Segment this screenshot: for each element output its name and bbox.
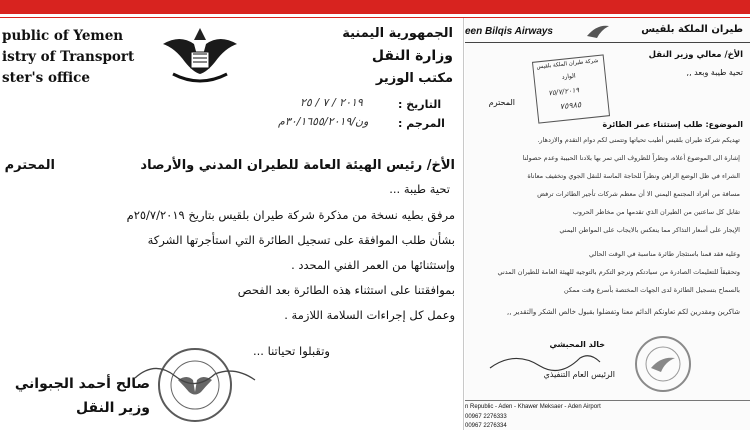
closing: وتقبلوا تحياتنا ... — [252, 344, 330, 358]
airline-logo-icon — [585, 22, 611, 40]
addressee-honorific: المحترم — [4, 158, 55, 173]
body2-line-3: بالسماح بتسجيل الطائرة لدى الجهات المختصة بأسرع وقت ممكن — [563, 286, 740, 294]
stamp-line-3: ٧٥/٧/٢٠١٩ — [547, 86, 580, 98]
header-ar-line-1: الجمهورية اليمنية — [342, 26, 453, 41]
airline-signer-name: خالد المحبشي — [549, 340, 605, 349]
date-label: التاريخ : — [398, 98, 442, 111]
body2-line-1: وعليه فقد قمنا باستئجار طائرة مناسبة في الوقت الحالي — [588, 250, 740, 258]
ref-label: المرجم : — [398, 117, 445, 130]
body-line-1: مرفق بطيه نسخة من مذكرة شركة طيران بلقيس بتاريخ ٢٥/٧/٢٠١٩م — [126, 208, 455, 222]
airline-name-en: een Bilqis Airways — [465, 26, 553, 37]
footer-address: n Republic - Aden - Khawer Meksaer - Aden Airport — [465, 404, 601, 410]
header-en-line-3: ster's office — [2, 70, 90, 86]
body-line-5: تقابل كل ساعتين من الطيران الذي تقدمها من مخاطر الحروب — [572, 208, 740, 216]
signer-title: وزير النقل — [76, 400, 150, 416]
body-line-2: بشأن طلب الموافقة على تسجيل الطائرة التي استأجرتها الشركة — [147, 233, 455, 247]
stamp-line-4: ٧٥٩٨٥ — [559, 100, 582, 112]
ministry-letter — [0, 18, 464, 430]
airline-signer-title: الرئيس العام التنفيذي — [543, 370, 615, 379]
airline-letter — [465, 18, 750, 430]
stamp-line-1: شركة طيران الملكة بلقيس — [536, 58, 599, 71]
airline-seal — [635, 336, 691, 392]
footer-rule — [465, 400, 750, 401]
airline-seal-plane-icon — [637, 338, 689, 390]
yemen-eagle-emblem — [155, 22, 245, 90]
header-ar-line-3: مكتب الوزير — [375, 71, 453, 86]
body-line-5: وعمل كل إجراءات السلامة اللازمة . — [284, 308, 455, 322]
top-banner — [0, 0, 750, 18]
stamp-line-2: الوارد — [561, 72, 576, 81]
ref-value: ون/٣٠/١٦٥٥/٢٠١٩م — [278, 115, 369, 128]
header-ar-line-2: وزارة النقل — [371, 48, 453, 64]
subject: الموضوع: طلب إستثناء عمر الطائرة — [602, 120, 743, 129]
body-line-4: مسافة من أفراد المجتمع اليمني الا أن معظم شركات تأجير الطائرات ترفض — [537, 190, 740, 198]
body-line-3: وإستثنائها من العمر الفني المحدد . — [291, 258, 455, 272]
greeting: تحية طيبة وبعد ,, — [686, 68, 743, 77]
thanks-line: شاكرين ومقدرين لكم تعاونكم الدائم معنا وتفضلوا بقبول خالص الشكر والتقدير ,, — [507, 308, 740, 316]
airline-name-ar: طيران الملكة بلقيس — [641, 24, 743, 35]
body-line-1: تهديكم شركة طيران بلقيس أطيب تحياتها وتتمنى لكم دوام التقدم والازدهار. — [537, 136, 740, 144]
incoming-stamp — [532, 54, 610, 123]
addressee: الأخ/ رئيس الهيئة العامة للطيران المدني والأرصاد — [140, 158, 455, 173]
footer-phone-2: 00967 2276334 — [465, 423, 507, 429]
body-line-6: الإيجار على أسعار التذاكر مما ينعكس بالايجاب على المواطن اليمني — [559, 226, 740, 234]
body2-line-2: وتحقيقاً للتعليمات الصادرة من سيادتكم ونرجو التكرم بالتوجيه للهيئة العامة للطيران المدني — [497, 268, 740, 276]
signer-name: صالح أحمد الجبواني — [14, 376, 150, 392]
footer-phone-1: 00967 2276333 — [465, 414, 507, 420]
recipient-honorific: المحترم — [488, 98, 515, 107]
header-en-line-2: istry of Transport — [2, 49, 135, 65]
banner-stripe — [0, 14, 750, 17]
body-line-4: بموافقتنا على استثناء هذه الطائرة بعد الفحص — [237, 283, 455, 297]
header-en-line-1: public of Yemen — [2, 28, 124, 44]
header-rule — [465, 42, 750, 43]
date-value: ٢٠١٩ / ٧ / ٢٥ — [300, 96, 363, 109]
body-line-3: الشراء في ظل الوضع الراهن ونظراً للحاجة الماسة للنقل الجوي وتخفيف معاناة — [527, 172, 740, 180]
recipient: الأخ/ معالي وزير النقل — [648, 50, 743, 60]
body-line-2: إشارة الى الموضوع أعلاه، ونظراً للظروف التي تمر بها بلادنا الحبيبة وعدم حصولنا — [522, 154, 740, 162]
greeting: تحية طيبة ... — [389, 182, 450, 196]
